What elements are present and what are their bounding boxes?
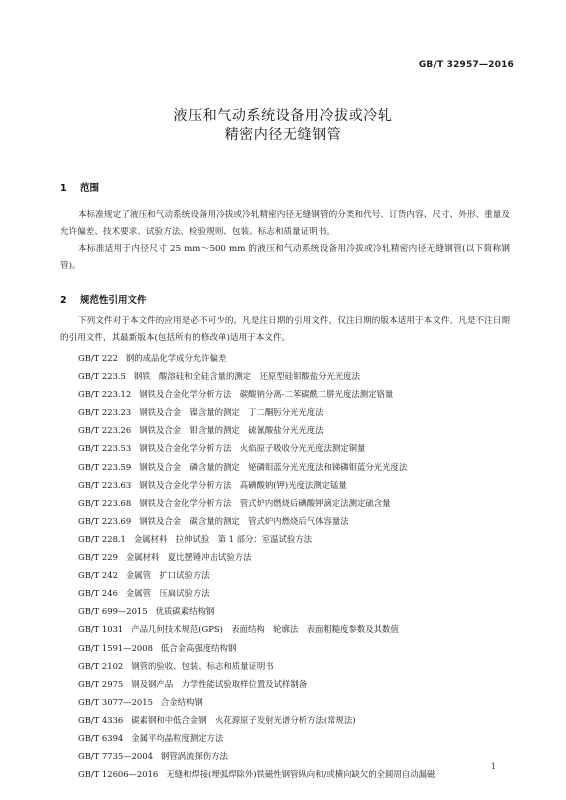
reference-title: 金属材料 拉伸试验 第 1 部分：室温试验方法 (133, 533, 313, 544)
reference-code: GB/T 6394 (78, 732, 124, 743)
reference-item (78, 566, 518, 584)
reference-item (78, 439, 518, 457)
reference-title: 钢铁及合金化学分析方法 碳酸钠分离-二苯碳酰二肼光度法测定铬量 (139, 389, 394, 400)
reference-code: GB/T 223.12 (78, 389, 132, 400)
reference-title: 无缝和焊接(埋弧焊除外)铁磁性钢管纵向和/或横向缺欠的全圆周自动漏磁 (166, 769, 436, 780)
section-number: 1 (60, 183, 67, 194)
reference-code: GB/T 229 (78, 552, 118, 563)
reference-title: 钢及钢产品 力学性能试验取样位置及试样制备 (131, 678, 308, 689)
reference-code: GB/T 223.59 (78, 461, 132, 472)
reference-title: 钢管的验收、包装、标志和质量证明书 (131, 660, 274, 671)
reference-title: 金属管 压扁试验方法 (125, 588, 210, 599)
reference-title: 低合金高强度结构钢 (160, 642, 237, 653)
reference-title: 金属平均晶粒度测定方法 (131, 732, 224, 743)
reference-title: 金属管 扩口试验方法 (125, 570, 210, 581)
reference-code: GB/T 2102 (78, 660, 124, 671)
section-number: 2 (60, 295, 67, 306)
reference-item (78, 657, 518, 675)
reference-code: GB/T 699—2015 (78, 606, 148, 617)
reference-code: GB/T 2975 (78, 678, 124, 689)
references-intro: 下列文件对于本文件的应用是必不可少的。凡是注日期的引用文件，仅注日期的版本适用于本文件。凡是不注日期的引用文件，其最新版本(包括所有的修改单)适用于本文件。 (60, 316, 510, 343)
reference-title: 优质碳素结构钢 (155, 606, 215, 617)
document-title-line-1: 液压和气动系统设备用冷拔或冷轧 (173, 108, 393, 124)
section-title: 范围 (80, 183, 100, 194)
reference-code: GB/T 1591—2008 (78, 642, 153, 653)
reference-code: GB/T 3077—2015 (78, 696, 153, 707)
reference-title: 钢铁及合金化学分析方法 火焰原子吸收分光光度法测定铜量 (139, 443, 366, 454)
document-title-line-2: 精密内径无缝钢管 (224, 127, 342, 143)
scope-paragraph-1: 本标准规定了液压和气动系统设备用冷拔或冷轧精密内径无缝钢管的分类和代号、订货内容、尺寸、外形、重量及允许偏差、技术要求、试验方法、检验规则、包装、标志和质量证明书。 (60, 210, 510, 237)
reference-title: 合金结构钢 (160, 696, 203, 707)
reference-code: GB/T 4336 (78, 714, 124, 725)
reference-item (78, 747, 518, 765)
reference-code: GB/T 242 (78, 570, 118, 581)
reference-title: 钢铁及合金化学分析方法 高碘酸钠(钾)光度法测定锰量 (139, 479, 347, 490)
reference-code: GB/T 223.69 (78, 515, 132, 526)
reference-title: 钢铁及合金 钼含量的测定 硫氰酸盐分光光度法 (139, 425, 324, 436)
reference-item (78, 711, 518, 729)
reference-list (78, 349, 518, 783)
reference-item (78, 421, 518, 439)
scope-paragraph-2: 本标准适用于内径尺寸 25 mm～500 mm 的液压和气动系统设备用冷拔或冷轧精密内径无缝钢管(以下简称钢管)。 (60, 244, 510, 271)
reference-code: GB/T 1031 (78, 624, 124, 635)
reference-item (78, 494, 518, 512)
reference-item (78, 458, 518, 476)
section-title: 规范性引用文件 (80, 295, 147, 306)
reference-title: 钢铁及合金 镍含量的测定 丁二酮肟分光光度法 (139, 407, 324, 418)
standard-number: GB/T 32957—2016 (418, 60, 514, 70)
reference-item (78, 693, 518, 711)
reference-item (78, 367, 518, 385)
reference-item (78, 765, 518, 783)
reference-item (78, 620, 518, 638)
reference-title: 钢管涡流探伤方法 (160, 751, 228, 762)
reference-title: 钢的成品化学成分允许偏差 (125, 353, 227, 363)
reference-title: 碳素钢和中低合金钢 火花源原子发射光谱分析方法(常规法) (131, 714, 356, 725)
reference-code: GB/T 7735—2004 (78, 751, 153, 762)
reference-title: 钢铁 酸溶硅和全硅含量的测定 还原型硅钼酸盐分光光度法 (133, 371, 361, 382)
reference-code: GB/T 223.68 (78, 497, 132, 508)
reference-code: GB/T 223.23 (78, 407, 132, 418)
reference-item (78, 385, 518, 403)
reference-item (78, 349, 518, 367)
section-1-heading (60, 180, 99, 194)
reference-code: GB/T 228.1 (78, 533, 126, 544)
section-2-heading (60, 292, 147, 306)
reference-item (78, 476, 518, 494)
reference-item (78, 584, 518, 602)
reference-code: GB/T 223.63 (78, 479, 132, 490)
reference-item (78, 403, 518, 421)
reference-code: GB/T 223.53 (78, 443, 132, 454)
reference-item (78, 602, 518, 620)
page-number: 1 (490, 762, 496, 771)
reference-item (78, 512, 518, 530)
reference-item (78, 530, 518, 548)
reference-title: 钢铁及合金化学分析方法 管式炉内燃烧后碘酸钾滴定法测定硫含量 (139, 497, 391, 508)
reference-code: GB/T 246 (78, 588, 118, 599)
reference-code: GB/T 222 (78, 353, 118, 363)
reference-item (78, 639, 518, 657)
reference-item (78, 675, 518, 693)
reference-item (78, 729, 518, 747)
reference-title: 金属材料 夏比摆锤冲击试验方法 (125, 552, 252, 563)
reference-code: GB/T 12606—2016 (78, 769, 159, 780)
reference-item (78, 548, 518, 566)
reference-title: 钢铁及合金 碳含量的测定 管式炉内燃烧后气体容量法 (139, 515, 349, 526)
reference-title: 钢铁及合金 磷含量的测定 铋磷钼蓝分光光度法和锑磷钼蓝分光光度法 (139, 461, 408, 472)
reference-code: GB/T 223.5 (78, 371, 126, 382)
reference-title: 产品几何技术规范(GPS) 表面结构 轮廓法 表面粗糙度参数及其数值 (131, 624, 399, 635)
reference-code: GB/T 223.26 (78, 425, 132, 436)
